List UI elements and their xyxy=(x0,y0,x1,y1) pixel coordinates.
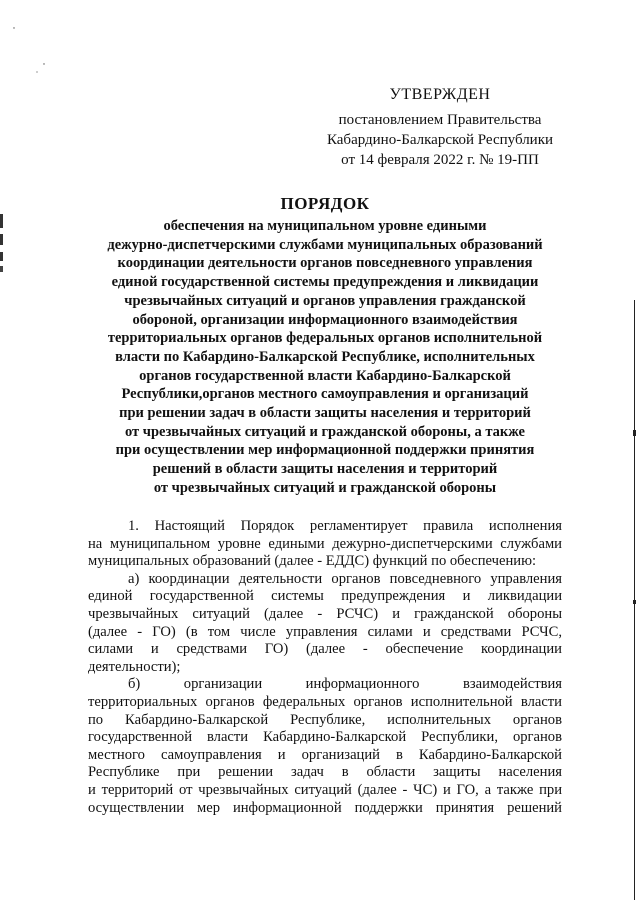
body-line: местного самоуправления и организаций в Кабардино-Балкарской xyxy=(88,746,562,763)
body-line: 1. Настоящий Порядок регламентирует правила исполнения xyxy=(128,518,562,534)
body-line: осуществлении мер информационной поддержки принятия решений xyxy=(88,799,562,816)
approval-line: постановлением Правительства xyxy=(338,112,542,128)
title-subtitle-line: от чрезвычайных ситуаций и гражданской обороны xyxy=(153,479,497,496)
paragraph-b xyxy=(88,676,562,817)
title-heading: ПОРЯДОК xyxy=(280,194,370,213)
title-subtitle-line: обороной, организации информационного взаимодействия xyxy=(132,311,518,328)
body-line: государственной власти Кабардино-Балкарской Республики, органов xyxy=(88,729,562,746)
approval-stamp: УТВЕРЖДЕН xyxy=(389,86,491,103)
title-subtitle-line: власти по Кабардино-Балкарской Республике, исполнительных xyxy=(115,348,535,365)
body-line: Республике при решении задач в области защиты населения xyxy=(88,764,562,781)
title-subtitle-line: единой государственной системы предупреждения и ликвидации xyxy=(111,274,539,291)
scan-edge-mark-right xyxy=(633,430,636,436)
body-line: а) координации деятельности органов повседневного управления xyxy=(128,570,562,587)
document-title xyxy=(80,193,570,498)
approval-line: от 14 февраля 2022 г. № 19-ПП xyxy=(341,152,539,168)
scan-edge-mark-left xyxy=(0,252,3,261)
approval-block xyxy=(320,84,560,170)
body-line: территориальных органов федеральных органов исполнительной власти xyxy=(88,693,562,710)
body-line: деятельности); xyxy=(88,658,181,675)
scan-edge-mark-left xyxy=(0,266,3,272)
paragraph-1 xyxy=(88,518,562,571)
body-line: и территорий от чрезвычайных ситуаций (далее - ЧС) и ГО, а также при xyxy=(88,781,562,798)
body-line: единой государственной системы предупреждения и ликвидации xyxy=(88,588,562,605)
title-subtitle-line: территориальных органов федеральных органов исполнительной xyxy=(107,330,543,347)
title-subtitle-line: дежурно-диспетчерскими службами муниципальных образований xyxy=(107,236,543,253)
scan-speck xyxy=(43,63,44,64)
title-subtitle-line: обеспечения на муниципальном уровне едиными xyxy=(163,218,487,234)
paragraph-a xyxy=(88,571,562,677)
title-subtitle-line: Республики,органов местного самоуправления и организаций xyxy=(121,386,529,403)
body-line: силами и средствами ГО) (далее - обеспечение координации xyxy=(88,641,562,658)
body-line: на муниципальном уровне едиными дежурно-диспетчерскими службами xyxy=(88,535,562,552)
document-body xyxy=(88,518,562,817)
title-subtitle-line: координации деятельности органов повседневного управления xyxy=(117,255,533,272)
scan-edge-mark-left xyxy=(0,234,3,245)
title-subtitle-line: чрезвычайных ситуаций и органов управления гражданской xyxy=(124,292,526,309)
scan-edge-mark-left xyxy=(0,214,3,228)
body-line: б) организации информационного взаимодействия xyxy=(128,676,562,693)
title-subtitle-line: при осуществлении мер информационной поддержки принятия xyxy=(115,442,535,459)
scan-speck xyxy=(13,27,14,28)
title-subtitle-line: органов государственной власти Кабардино-Балкарской xyxy=(139,367,511,384)
approval-line: Кабардино-Балкарской Республики xyxy=(326,132,554,148)
body-line: (далее - ГО) (в том числе управления силами и средствами РСЧС, xyxy=(88,623,562,640)
scan-edge-line-right xyxy=(634,300,635,900)
body-line: муниципальных образований (далее - ЕДДС) функций по обеспечению: xyxy=(88,553,537,570)
title-subtitle-line: при решении задач в области защиты населения и территорий xyxy=(119,405,531,422)
scan-edge-mark-right xyxy=(633,600,636,604)
scan-speck xyxy=(36,71,37,72)
body-line: чрезвычайных ситуаций (далее - РСЧС) и гражданской обороны xyxy=(88,605,562,622)
body-line: по Кабардино-Балкарской Республике, исполнительных органов xyxy=(88,711,562,728)
title-subtitle-line: решений в области защиты населения и территорий xyxy=(152,461,498,478)
title-subtitle-line: от чрезвычайных ситуаций и гражданской обороны, а также xyxy=(124,423,525,440)
